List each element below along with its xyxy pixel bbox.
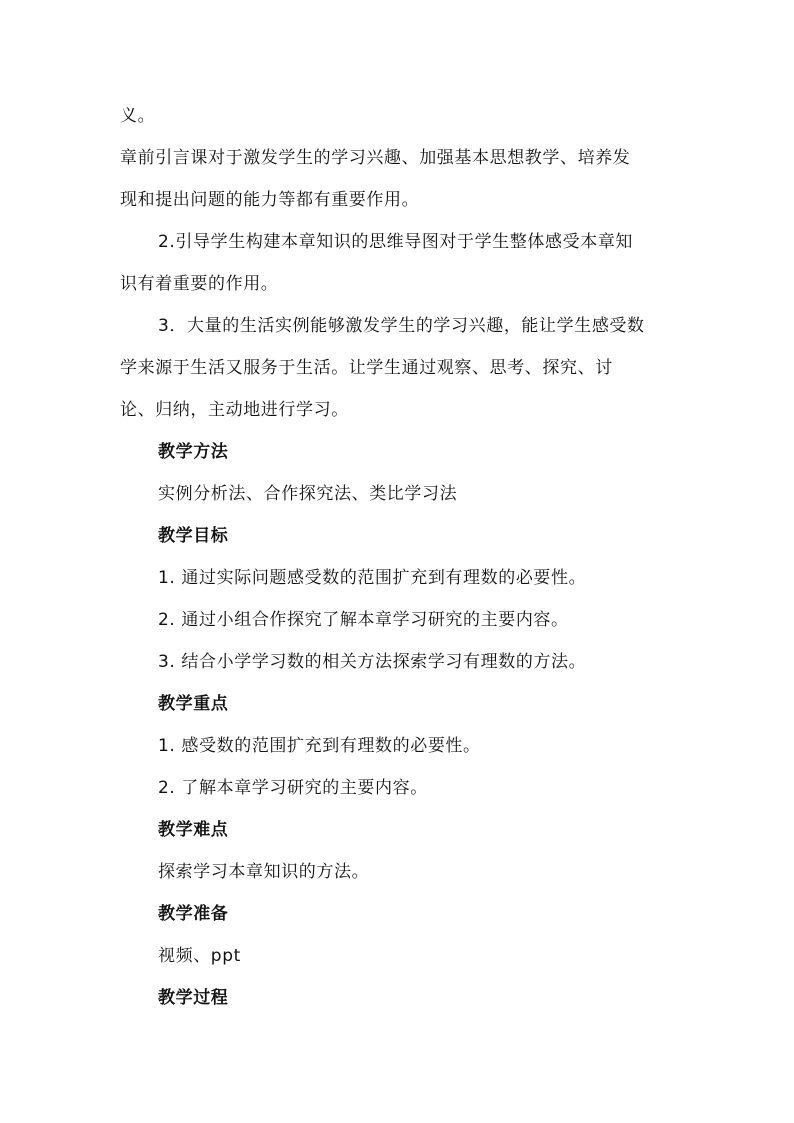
- goal-item: 3. 结合小学学习数的相关方法探索学习有理数的方法。: [158, 652, 587, 672]
- difficulty-text: 探索学习本章知识的方法。: [158, 862, 370, 882]
- text-line: 3．大量的生活实例能够激发学生的学习兴趣，能让学生感受数: [158, 316, 645, 336]
- preparation-text: 视频、ppt: [158, 946, 241, 966]
- goal-item: 2. 通过小组合作探究了解本章学习研究的主要内容。: [158, 610, 569, 630]
- text-line: 论、归纳，主动地进行学习。: [120, 400, 349, 420]
- text-line: 章前引言课对于激发学生的学习兴趣、加强基本思想教学、培养发: [120, 148, 631, 168]
- text-line: 义。: [120, 106, 156, 126]
- goal-item: 1. 通过实际问题感受数的范围扩充到有理数的必要性。: [158, 568, 587, 588]
- text-line: 现和提出问题的能力等都有重要作用。: [120, 190, 420, 210]
- text-line: 识有着重要的作用。: [120, 274, 279, 294]
- text-line: 2.引导学生构建本章知识的思维导图对于学生整体感受本章知: [158, 232, 634, 252]
- key-point-item: 1. 感受数的范围扩充到有理数的必要性。: [158, 736, 481, 756]
- section-heading-preparation: 教学准备: [158, 904, 229, 924]
- section-heading-process: 教学过程: [158, 988, 229, 1008]
- section-heading-difficulty: 教学难点: [158, 820, 229, 840]
- section-heading-key-points: 教学重点: [158, 694, 229, 714]
- section-heading-goals: 教学目标: [158, 526, 229, 546]
- text-line: 学来源于生活又服务于生活。让学生通过观察、思考、探究、讨: [120, 358, 613, 378]
- method-text: 实例分析法、合作探究法、类比学习法: [158, 484, 458, 504]
- key-point-item: 2. 了解本章学习研究的主要内容。: [158, 778, 428, 798]
- section-heading-method: 教学方法: [158, 442, 229, 462]
